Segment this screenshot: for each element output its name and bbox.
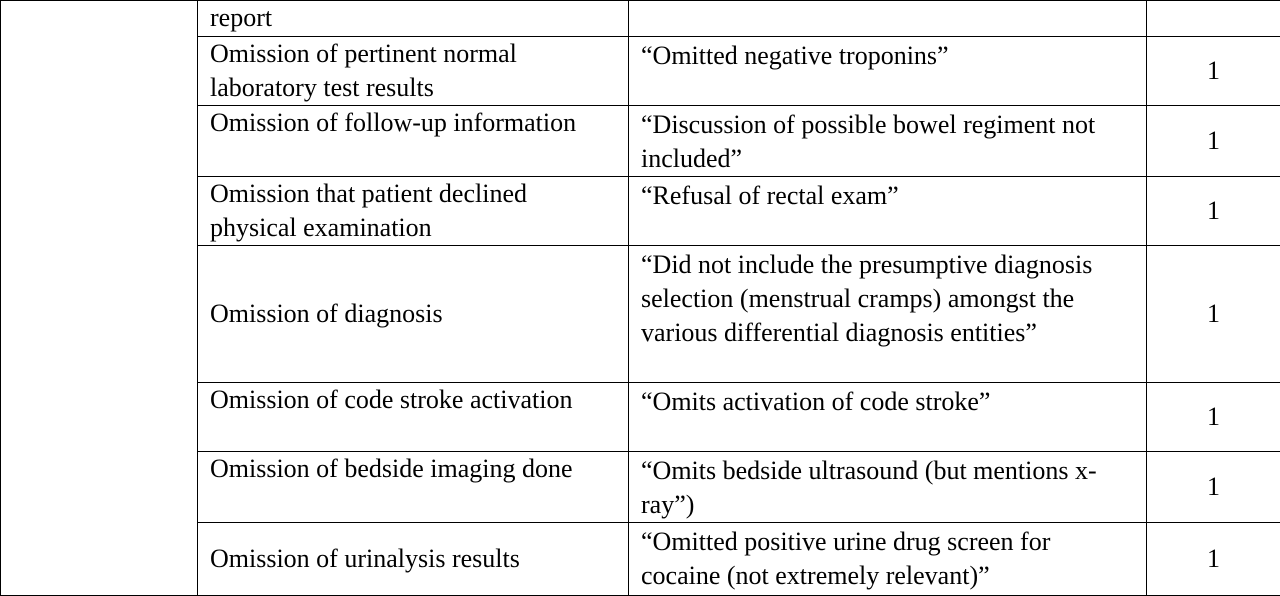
example-quote-cell: “Refusal of rectal exam” [629,177,1147,246]
omission-type-cell: Omission that patient declined physical examination [198,177,629,246]
table-row [1,1,1280,37]
example-quote-cell: “Omits bedside ultrasound (but mentions x-ray”) [629,452,1147,523]
count-cell: 1 [1147,37,1280,106]
count-cell: 1 [1147,246,1280,383]
count-cell: 1 [1147,177,1280,246]
example-quote-cell: “Omitted negative troponins” [629,37,1147,106]
example-quote-cell [629,1,1147,37]
category-cell [1,1,198,596]
omission-type-cell: Omission of code stroke activation [198,383,629,452]
count-cell: 1 [1147,523,1280,596]
omission-type-cell: Omission of bedside imaging done [198,452,629,523]
count-cell: 1 [1147,452,1280,523]
omission-type-cell: Omission of pertinent normal laboratory test results [198,37,629,106]
omission-type-cell: report [198,1,629,37]
omission-type-cell: Omission of follow-up information [198,106,629,177]
example-quote-cell: “Omitted positive urine drug screen for cocaine (not extremely relevant)” [629,523,1147,596]
example-quote-cell: “Discussion of possible bowel regiment not included” [629,106,1147,177]
count-cell: 1 [1147,383,1280,452]
example-quote-cell: “Omits activation of code stroke” [629,383,1147,452]
count-cell [1147,1,1280,37]
count-cell: 1 [1147,106,1280,177]
omission-type-cell: Omission of urinalysis results [198,523,629,596]
example-quote-cell: “Did not include the presumptive diagnosis selection (menstrual cramps) amongst the various differential diagnosis entities” [629,246,1147,383]
omission-type-cell: Omission of diagnosis [198,246,629,383]
